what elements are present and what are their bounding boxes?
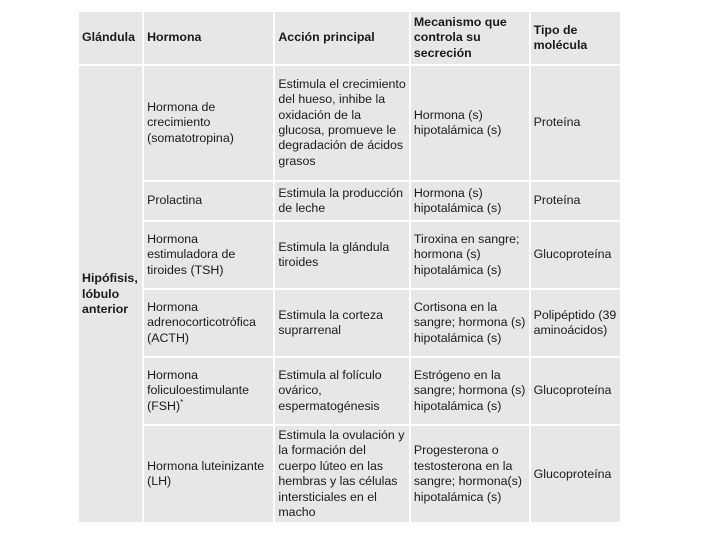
table-header-row [79, 12, 620, 64]
hormone-cell: Hormona adrenocorticotrófica (ACTH) [144, 290, 273, 356]
header-accion: Acción principal [275, 12, 409, 64]
molecule-cell: Polipéptido (39 aminoácidos) [531, 290, 620, 356]
action-cell: Estimula la corteza suprarrenal [275, 290, 409, 356]
header-mecanismo: Mecanismo que controla su secreción [411, 12, 529, 64]
table-row [79, 222, 620, 288]
hormone-cell: Prolactina [144, 182, 273, 220]
gland-cell: Hipófisis, lóbulo anterior [79, 66, 142, 522]
mechanism-cell: Estrógeno en la sangre; hormona (s) hipotalámica (s) [411, 358, 529, 424]
molecule-cell: Glucoproteína [531, 222, 620, 288]
table-row [79, 426, 620, 522]
table-row [79, 66, 620, 180]
molecule-cell: Glucoproteína [531, 358, 620, 424]
table-row [79, 290, 620, 356]
molecule-cell: Glucoproteína [531, 426, 620, 522]
action-cell: Estimula al folículo ovárico, espermatogénesis [275, 358, 409, 424]
molecule-cell: Proteína [531, 182, 620, 220]
action-cell: Estimula la glándula tiroides [275, 222, 409, 288]
molecule-cell: Proteína [531, 66, 620, 180]
table-row [79, 358, 620, 424]
hormone-cell: Hormona de crecimiento (somatotropina) [144, 66, 273, 180]
hormone-cell: Hormona estimuladora de tiroides (TSH) [144, 222, 273, 288]
mechanism-cell: Hormona (s) hipotalámica (s) [411, 66, 529, 180]
header-tipo: Tipo de molécula [531, 12, 620, 64]
hormone-text: Hormona foliculoestimulante (FSH) [147, 367, 249, 413]
header-glandula: Glándula [79, 12, 142, 64]
footnote-mark: * [180, 397, 184, 407]
mechanism-cell: Hormona (s) hipotalámica (s) [411, 182, 529, 220]
action-cell: Estimula la producción de leche [275, 182, 409, 220]
action-cell: Estimula la ovulación y la formación del cuerpo lúteo en las hembras y las células intersticiales en el macho [275, 426, 409, 522]
header-hormona: Hormona [144, 12, 273, 64]
mechanism-cell: Progesterona o testosterona en la sangre; hormona(s) hipotalámica (s) [411, 426, 529, 522]
mechanism-cell: Cortisona en la sangre; hormona (s) hipotalámica (s) [411, 290, 529, 356]
table-row [79, 182, 620, 220]
hormone-cell: Hormona luteinizante (LH) [144, 426, 273, 522]
hormone-table [77, 10, 622, 524]
action-cell: Estimula el crecimiento del hueso, inhibe la oxidación de la glucosa, promueve le degradación de ácidos grasos [275, 66, 409, 180]
mechanism-cell: Tiroxina en sangre; hormona (s) hipotalámica (s) [411, 222, 529, 288]
hormone-cell [144, 358, 273, 424]
